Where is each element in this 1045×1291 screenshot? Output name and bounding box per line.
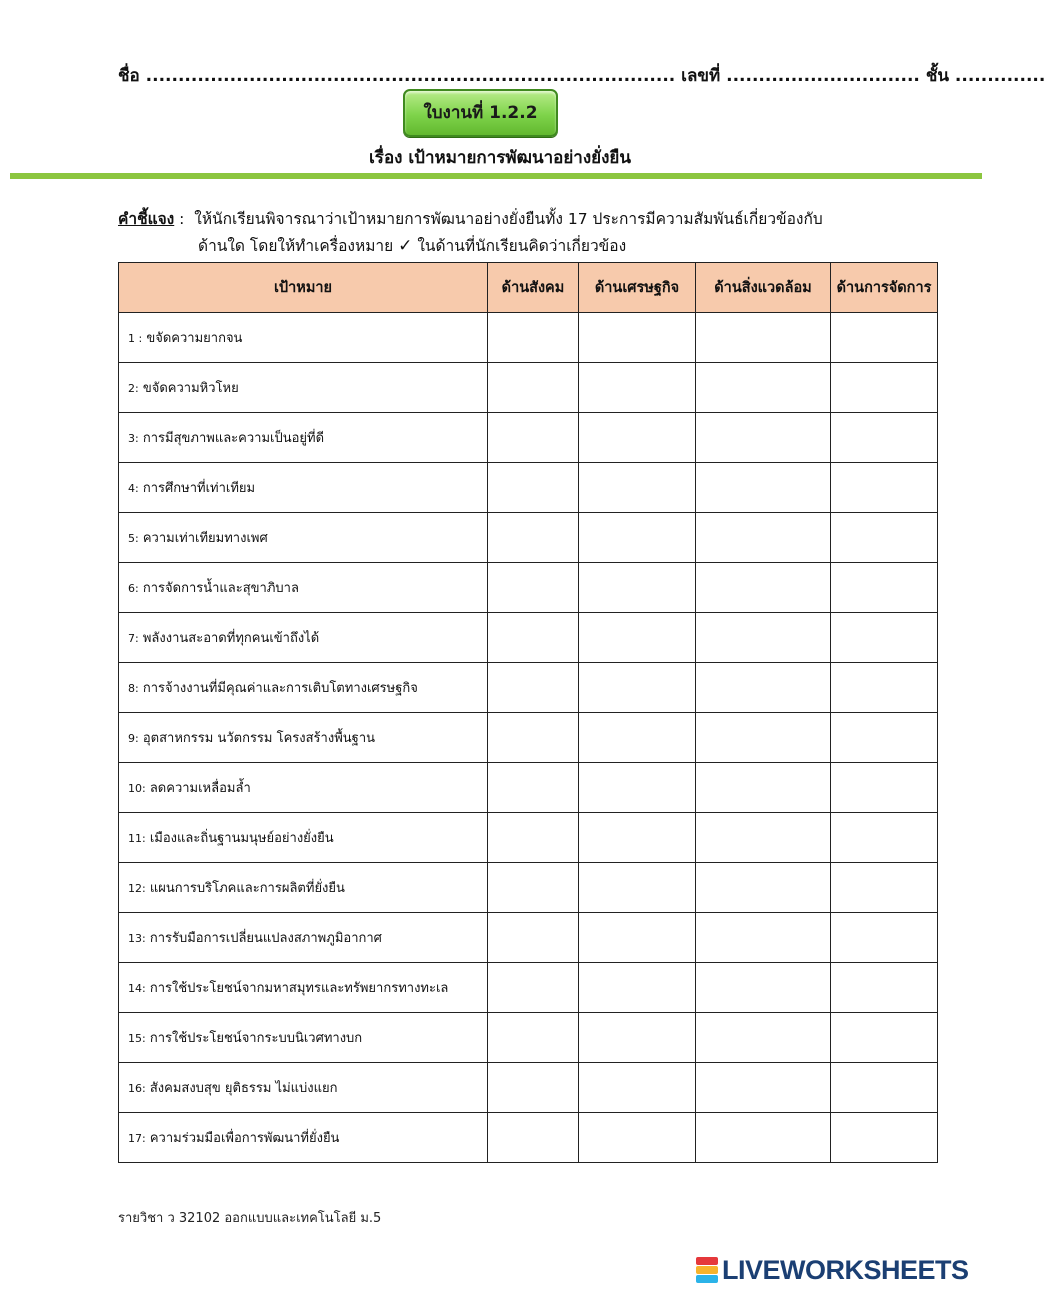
table-row — [119, 1013, 938, 1063]
goal-number: 6: — [128, 582, 139, 595]
check-cell-management[interactable] — [831, 313, 938, 363]
check-cell-environment[interactable] — [696, 663, 831, 713]
check-cell-economic[interactable] — [579, 413, 696, 463]
check-cell-environment[interactable] — [696, 613, 831, 663]
goal-number: 4: — [128, 482, 139, 495]
check-cell-environment[interactable] — [696, 913, 831, 963]
goal-cell — [119, 863, 488, 913]
goal-text: แผนการบริโภคและการผลิตที่ยั่งยืน — [149, 881, 345, 896]
check-cell-environment[interactable] — [696, 513, 831, 563]
check-cell-environment[interactable] — [696, 463, 831, 513]
check-cell-management[interactable] — [831, 963, 938, 1013]
check-cell-environment[interactable] — [696, 563, 831, 613]
instructions-colon: : — [179, 210, 185, 228]
table-row — [119, 863, 938, 913]
check-cell-economic[interactable] — [579, 1063, 696, 1113]
logo-block-yellow — [696, 1266, 718, 1274]
goal-text: ลดความเหลื่อมล้ำ — [149, 781, 251, 796]
goal-cell — [119, 963, 488, 1013]
check-cell-environment[interactable] — [696, 413, 831, 463]
check-cell-economic[interactable] — [579, 1013, 696, 1063]
class-field[interactable]: .............. — [954, 66, 1045, 86]
check-cell-economic[interactable] — [579, 763, 696, 813]
goal-text: การรับมือการเปลี่ยนแปลงสภาพภูมิอากาศ — [149, 931, 382, 946]
goal-cell — [119, 913, 488, 963]
goal-cell — [119, 1113, 488, 1163]
goal-cell — [119, 563, 488, 613]
check-cell-economic[interactable] — [579, 963, 696, 1013]
check-cell-management[interactable] — [831, 1013, 938, 1063]
sdg-table — [118, 262, 938, 1163]
check-cell-social[interactable] — [488, 513, 579, 563]
check-cell-management[interactable] — [831, 1063, 938, 1113]
check-cell-management[interactable] — [831, 663, 938, 713]
check-cell-environment[interactable] — [696, 813, 831, 863]
check-cell-environment[interactable] — [696, 363, 831, 413]
goal-cell — [119, 413, 488, 463]
table-row — [119, 563, 938, 613]
name-field[interactable]: .................................................................................. — [145, 66, 676, 86]
check-cell-management[interactable] — [831, 463, 938, 513]
table-row — [119, 663, 938, 713]
goal-text: การใช้ประโยชน์จากมหาสมุทรและทรัพยากรทางทะเล — [149, 981, 449, 996]
goal-number: 10: — [128, 782, 146, 795]
check-cell-social[interactable] — [488, 763, 579, 813]
header-environment: ด้านสิ่งแวดล้อม — [696, 263, 831, 313]
liveworksheets-logo[interactable] — [696, 1255, 969, 1285]
goal-number: 8: — [128, 682, 139, 695]
instructions-text-2a: ด้านใด โดยให้ทำเครื่องหมาย — [198, 237, 394, 255]
check-cell-economic[interactable] — [579, 513, 696, 563]
goal-cell — [119, 463, 488, 513]
goal-number: 13: — [128, 932, 146, 945]
goal-number: 5: — [128, 532, 139, 545]
check-cell-management[interactable] — [831, 863, 938, 913]
check-cell-economic[interactable] — [579, 613, 696, 663]
check-cell-management[interactable] — [831, 613, 938, 663]
table-row — [119, 1063, 938, 1113]
liveworksheets-icon — [696, 1257, 718, 1283]
goal-text: ความเท่าเทียมทางเพศ — [142, 531, 268, 546]
goal-cell — [119, 713, 488, 763]
goal-cell — [119, 1063, 488, 1113]
table-row — [119, 363, 938, 413]
check-cell-economic[interactable] — [579, 813, 696, 863]
table-row — [119, 1113, 938, 1163]
check-cell-social[interactable] — [488, 313, 579, 363]
check-cell-management[interactable] — [831, 813, 938, 863]
goal-text: ขจัดความยากจน — [146, 331, 243, 346]
check-cell-social[interactable] — [488, 463, 579, 513]
table-row — [119, 913, 938, 963]
check-cell-environment[interactable] — [696, 713, 831, 763]
goal-cell — [119, 663, 488, 713]
number-field[interactable]: .............................. — [726, 66, 920, 86]
goal-text: การใช้ประโยชน์จากระบบนิเวศทางบก — [149, 1031, 363, 1046]
table-row — [119, 613, 938, 663]
check-cell-management[interactable] — [831, 413, 938, 463]
instructions-text-2b: ในด้านที่นักเรียนคิดว่าเกี่ยวข้อง — [417, 237, 627, 255]
table-row — [119, 463, 938, 513]
goal-text: สังคมสงบสุข ยุติธรรม ไม่แบ่งแยก — [149, 1081, 338, 1096]
goal-cell — [119, 1013, 488, 1063]
goal-number: 1 : — [128, 332, 143, 345]
divider — [10, 173, 982, 179]
check-cell-social[interactable] — [488, 963, 579, 1013]
check-cell-social[interactable] — [488, 913, 579, 963]
check-cell-management[interactable] — [831, 763, 938, 813]
goal-number: 14: — [128, 982, 146, 995]
instructions — [118, 206, 938, 260]
check-cell-economic[interactable] — [579, 863, 696, 913]
check-cell-social[interactable] — [488, 863, 579, 913]
check-cell-management[interactable] — [831, 713, 938, 763]
logo-block-red — [696, 1257, 718, 1265]
header-social: ด้านสังคม — [488, 263, 579, 313]
check-cell-social[interactable] — [488, 713, 579, 763]
goal-cell — [119, 763, 488, 813]
check-cell-social[interactable] — [488, 363, 579, 413]
class-label: ชั้น — [925, 66, 949, 86]
check-cell-economic[interactable] — [579, 463, 696, 513]
instructions-label: คำชี้แจง — [118, 210, 175, 228]
check-cell-social[interactable] — [488, 813, 579, 863]
goal-text: การจ้างงานที่มีคุณค่าและการเติบโตทางเศรษฐกิจ — [142, 681, 418, 696]
name-label: ชื่อ — [118, 66, 140, 86]
check-cell-economic[interactable] — [579, 663, 696, 713]
goal-number: 2: — [128, 382, 139, 395]
goal-cell — [119, 313, 488, 363]
check-cell-management[interactable] — [831, 563, 938, 613]
goal-text: อุตสาหกรรม นวัตกรรม โครงสร้างพื้นฐาน — [142, 731, 376, 746]
check-cell-social[interactable] — [488, 563, 579, 613]
table-row — [119, 963, 938, 1013]
goal-number: 7: — [128, 632, 139, 645]
check-cell-environment[interactable] — [696, 1013, 831, 1063]
header-goal: เป้าหมาย — [119, 263, 488, 313]
check-cell-environment[interactable] — [696, 763, 831, 813]
check-cell-management[interactable] — [831, 363, 938, 413]
check-cell-environment[interactable] — [696, 963, 831, 1013]
check-cell-management[interactable] — [831, 513, 938, 563]
checkmark-icon: ✓ — [398, 236, 413, 256]
check-cell-economic[interactable] — [579, 563, 696, 613]
table-row — [119, 763, 938, 813]
goal-number: 15: — [128, 1032, 146, 1045]
table-row — [119, 413, 938, 463]
goal-number: 16: — [128, 1082, 146, 1095]
table-row — [119, 813, 938, 863]
goal-text: ขจัดความหิวโหย — [142, 381, 239, 396]
check-cell-economic[interactable] — [579, 713, 696, 763]
header-management: ด้านการจัดการ — [831, 263, 938, 313]
goal-cell — [119, 613, 488, 663]
check-cell-social[interactable] — [488, 1013, 579, 1063]
goal-text: การมีสุขภาพและความเป็นอยู่ที่ดี — [142, 431, 325, 446]
check-cell-environment[interactable] — [696, 1063, 831, 1113]
instructions-line-1 — [118, 206, 938, 233]
goal-number: 9: — [128, 732, 139, 745]
goal-text: การจัดการน้ำและสุขาภิบาล — [142, 581, 299, 596]
goal-number: 3: — [128, 432, 139, 445]
instructions-text-1: ให้นักเรียนพิจารณาว่าเป้าหมายการพัฒนาอย่างยั่งยืนทั้ง 17 ประการมีความสัมพันธ์เกี่ยวข้องกับ — [194, 210, 823, 228]
goal-text: ความร่วมมือเพื่อการพัฒนาที่ยั่งยืน — [149, 1131, 340, 1146]
goal-cell — [119, 813, 488, 863]
instructions-line-2 — [118, 233, 938, 260]
goal-cell — [119, 513, 488, 563]
check-cell-economic[interactable] — [579, 1113, 696, 1163]
check-cell-social[interactable] — [488, 413, 579, 463]
check-cell-social[interactable] — [488, 613, 579, 663]
worksheet-number-badge: ใบงานที่ 1.2.2 — [403, 89, 558, 137]
liveworksheets-wordmark: LIVEWORKSHEETS — [722, 1254, 969, 1285]
student-info-line — [118, 62, 1045, 92]
goal-text: พลังงานสะอาดที่ทุกคนเข้าถึงได้ — [142, 631, 320, 646]
check-cell-management[interactable] — [831, 913, 938, 963]
goal-text: การศึกษาที่เท่าเทียม — [142, 481, 256, 496]
check-cell-social[interactable] — [488, 1113, 579, 1163]
number-label: เลขที่ — [681, 66, 721, 86]
logo-block-blue — [696, 1275, 718, 1283]
goal-number: 12: — [128, 882, 146, 895]
header-economic: ด้านเศรษฐกิจ — [579, 263, 696, 313]
check-cell-environment[interactable] — [696, 313, 831, 363]
check-cell-economic[interactable] — [579, 363, 696, 413]
check-cell-economic[interactable] — [579, 913, 696, 963]
check-cell-environment[interactable] — [696, 863, 831, 913]
goal-cell — [119, 363, 488, 413]
goal-number: 17: — [128, 1132, 146, 1145]
check-cell-environment[interactable] — [696, 1113, 831, 1163]
check-cell-management[interactable] — [831, 1113, 938, 1163]
goal-text: เมืองและถิ่นฐานมนุษย์อย่างยั่งยืน — [149, 831, 334, 846]
table-row — [119, 513, 938, 563]
table-row — [119, 713, 938, 763]
course-info: รายวิชา ว 32102 ออกแบบและเทคโนโลยี ม.5 — [118, 1211, 382, 1226]
goal-number: 11: — [128, 832, 146, 845]
check-cell-economic[interactable] — [579, 313, 696, 363]
check-cell-social[interactable] — [488, 663, 579, 713]
table-row — [119, 313, 938, 363]
table-header-row — [119, 263, 938, 313]
worksheet-title: เรื่อง เป้าหมายการพัฒนาอย่างยั่งยืน — [369, 148, 631, 168]
check-cell-social[interactable] — [488, 1063, 579, 1113]
